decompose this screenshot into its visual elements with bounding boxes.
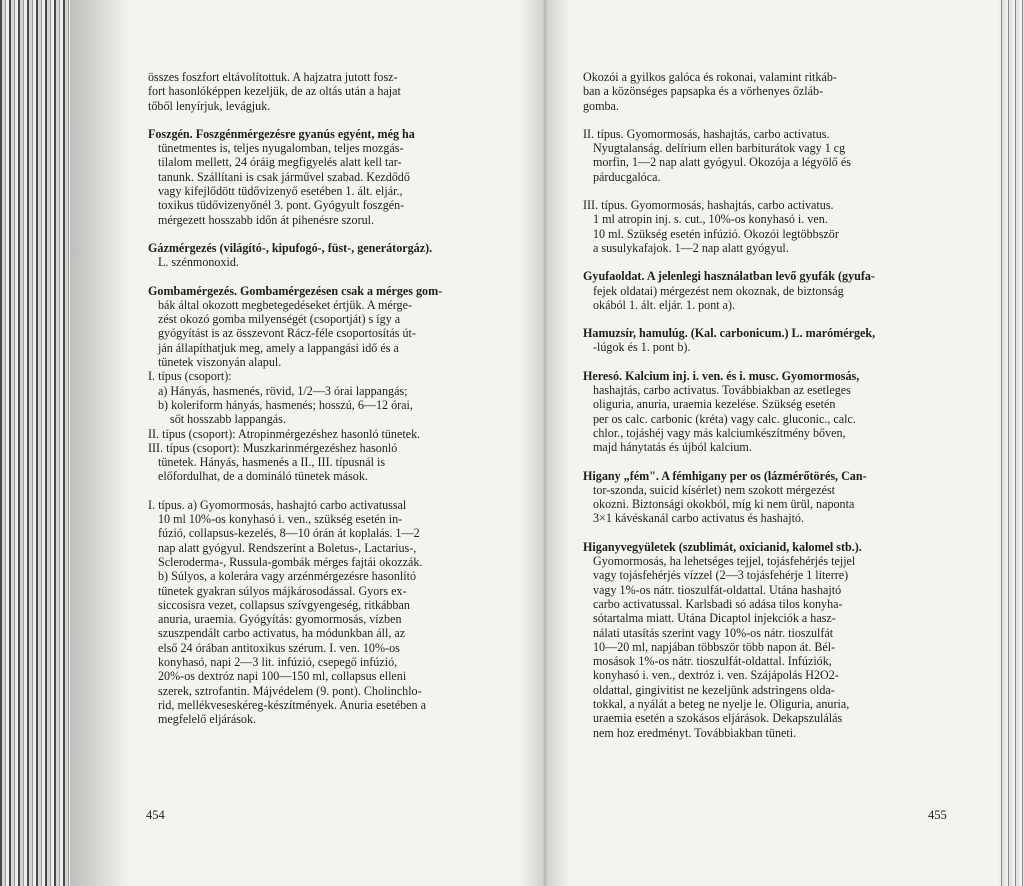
text-line: vagy tojásfehérjés vízzel (2—3 tojásfehérje 1 literre) xyxy=(593,568,849,583)
entry-foszfor-continued xyxy=(148,70,534,113)
left-page xyxy=(148,70,534,740)
text-line: okából 1. ált. eljár. 1. pont a). xyxy=(593,297,736,312)
headword-line: Higany „fém". A fémhigany per os (lázmérőtörés, Can- xyxy=(583,468,867,483)
type-heading: III. típus (csoport): Muszkarinmérgezéshez hasonló xyxy=(148,440,398,455)
text-line: mosások 1%-os nátr. tioszulfát-oldattal. Infúziók, xyxy=(593,654,832,669)
text-line: megfelelő eljárások. xyxy=(158,712,257,727)
text-line: tőből lenyírjuk, levágjuk. xyxy=(148,98,271,113)
text-line: morfin, 1—2 nap alatt gyógyul. Okozója a légyölő és xyxy=(593,155,851,170)
text-line: tünetek. Hányás, hasmenés a II., III. típusnál is xyxy=(158,455,386,470)
text-line: nap alatt gyógyul. Rendszerint a Boletus-, Lactarius-, xyxy=(158,540,417,555)
book-binding-left xyxy=(0,0,70,886)
book-binding-right xyxy=(998,0,1024,886)
text-line: fúzió, collapsus-kezelés, 8—10 órán át koplalás. 1—2 xyxy=(158,526,420,541)
text-line: ban a közönséges papsapka és a vörhenyes őzláb- xyxy=(583,84,824,99)
text-line: fejek oldatai) mérgezést nem okoznak, de biztonság xyxy=(593,283,844,298)
type-heading: III. típus. Gyomormosás, hashajtás, carbo activatus. xyxy=(583,198,834,213)
entry-gombamergezes xyxy=(148,284,534,484)
text-line: oldattal, gingivitist ne kezeljünk adstringens olda- xyxy=(593,682,835,697)
text-line: tünetek gyakran súlyos májkárosodással. Gyors ex- xyxy=(158,583,407,598)
text-line: 10—20 ml, napjában többször több napon át. Bél- xyxy=(593,639,836,654)
text-line: Gyomormosás, ha lehetséges tejjel, tojásfehérjés tejjel xyxy=(593,554,856,569)
text-line: chlor., tojáshéj vagy más kalciumkészítmény bőven, xyxy=(593,425,846,440)
page-number-right: 455 xyxy=(928,808,947,822)
entry-gomba-tipus-1 xyxy=(148,498,534,727)
headword-line: Gyufaoldat. A jelenlegi használatban levő gyufák (gyufa- xyxy=(583,269,875,284)
text-line: konyhasó, napi 2—3 lit. infúzió, csepegő infúzió, xyxy=(158,654,398,669)
type-heading: I. típus. a) Gyomormosás, hashajtó carbo activatussal xyxy=(148,497,407,512)
text-line: oliguria, anuria, uraemia kezelése. Szükség esetén xyxy=(593,397,836,412)
text-line: per os calc. carbonic (kréta) vagy calc. gluconic., calc. xyxy=(593,411,856,426)
headword-line: Hamuzsír, hamulúg. (Kal. carbonicum.) L. marómérgek, xyxy=(583,326,876,341)
text-line: L. szénmonoxid. xyxy=(158,255,239,270)
entry-higanyvegyuletek xyxy=(583,540,978,740)
text-line: tokkal, a nyálát a beteg ne nyelje le. Oliguria, anuria, xyxy=(593,696,850,711)
entry-gomba-okozoi xyxy=(583,70,978,113)
text-line: konyhasó i. ven., dextróz i. ven. Szájápolás H2O2- xyxy=(593,668,839,683)
text-line: okozni. Biztonsági okokból, míg ki nem ürül, naponta xyxy=(593,497,855,512)
text-line: 3×1 kávéskanál carbo activatus és hashajtó. xyxy=(593,511,804,526)
text-line: sótartalma miatt. Utána Dicaptol injekciók a hasz- xyxy=(593,611,836,626)
text-line: b) Súlyos, a kolerára vagy arzénmérgezésre hasonlító xyxy=(158,569,417,584)
text-line: nem hoz eredményt. Továbbiakban tüneti. xyxy=(593,725,797,740)
text-line: tünetek viszonyán alapul. xyxy=(158,355,282,370)
type-heading: I. típus (csoport): xyxy=(148,369,232,384)
text-line: gyógyítást is az összevont Rácz-féle csoportosítás út- xyxy=(158,326,416,341)
text-line: ján állapíthatjuk meg, amely a lappangási idő és a xyxy=(158,340,399,355)
text-line: rid, mellékveseskéreg-készítmények. Anuria esetében a xyxy=(158,697,426,712)
text-line: tilalom mellett, 24 óráig megfigyelés alatt kell tar- xyxy=(158,155,402,170)
text-line: Okozói a gyilkos galóca és rokonai, valamint ritkáb- xyxy=(583,70,837,84)
entry-gomba-tipus-3 xyxy=(583,198,978,255)
text-line: -lúgok és 1. pont b). xyxy=(593,340,691,355)
entry-foszgen xyxy=(148,127,534,227)
text-line: szerek, sztrofantin. Májvédelem (9. pont). Cholinchlo- xyxy=(158,683,422,698)
text-line: gomba. xyxy=(583,98,619,113)
text-line: Nyugtalanság. delírium ellen barbiturátok vagy 1 cg xyxy=(593,141,846,156)
text-line: összes foszfort eltávolítottuk. A hajzatra jutott fosz- xyxy=(148,70,398,84)
type-heading: II. típus. Gyomormosás, hashajtás, carbo activatus. xyxy=(583,126,830,141)
text-line: tor-szonda, suicid kísérlet) nem szokott mérgezést xyxy=(593,482,836,497)
text-line: sőt hosszabb lappangás. xyxy=(170,412,286,427)
text-line: toxikus tüdővizenyőnél 3. pont. Gyógyult foszgén- xyxy=(158,198,405,213)
headword-line: Heresó. Kalcium inj. i. ven. és i. musc. Gyomormosás, xyxy=(583,368,860,383)
text-line: tünetmentes is, teljes nyugalomban, teljes mozgás- xyxy=(158,141,404,156)
text-line: majd hánytatás és újból kalcium. xyxy=(593,440,752,455)
text-line: előfordulhat, de a domináló tünetek mások. xyxy=(158,469,368,484)
entry-hereso xyxy=(583,369,978,455)
text-line: 10 ml. Szükség esetén infúzió. Okozói legtöbbször xyxy=(593,226,839,241)
text-line: mérgezett hosszabb időn át pihenésre szorul. xyxy=(158,212,375,227)
headword-line: Higanyvegyületek (szublimát, oxicianid, kalomel stb.). xyxy=(583,539,862,554)
text-line: vagy 1%-os nátr. tioszulfát-oldattal. Utána hashajtó xyxy=(593,582,842,597)
headword-line: Gombamérgezés. Gombamérgezésen csak a mérges gom- xyxy=(148,283,443,298)
text-line: első 24 órában antitoxikus szérum. I. ven. 10%-os xyxy=(158,640,400,655)
right-page xyxy=(583,70,978,754)
text-line: párducgalóca. xyxy=(593,169,661,184)
headword-line: Foszgén. Foszgénmérgezésre gyanús egyént, még ha xyxy=(148,126,415,141)
text-line: fort hasonlóképpen kezeljük, de az oltás után a hajat xyxy=(148,84,401,99)
entry-hamuzsir xyxy=(583,326,978,355)
text-line: a) Hányás, hasmenés, rövid, 1/2—3 órai lappangás; xyxy=(158,383,408,398)
entry-gazmergezes xyxy=(148,241,534,270)
text-line: uraemia esetén a szokásos eljárások. Dekapszulálás xyxy=(593,711,843,726)
text-line: a susulykafajok. 1—2 nap alatt gyógyul. xyxy=(593,240,789,255)
text-line: b) koleriform hányás, hasmenés; hosszú, 6—12 órai, xyxy=(158,397,413,412)
text-line: szuszpendált carbo activatus, ha módunkban áll, az xyxy=(158,626,406,641)
text-line: carbo activatussal. Karlsbadi só adása tilos konyha- xyxy=(593,596,843,611)
text-line: bák által okozott megbetegedéseket értjük. A mérge- xyxy=(158,297,412,312)
text-line: 10 ml 10%-os konyhasó i. ven., szükség esetén in- xyxy=(158,512,403,527)
text-line: zést okozó gomba milyenségét (csoportját) s így a xyxy=(158,312,401,327)
text-line: 20%-os dextróz napi 100—150 ml, collapsus elleni xyxy=(158,669,407,684)
entry-gyufaoldat xyxy=(583,269,978,312)
page-number-left: 454 xyxy=(146,808,165,822)
text-line: siccosisra vezet, collapsus szívgyengeség, ritkábban xyxy=(158,597,410,612)
entry-gomba-tipus-2 xyxy=(583,127,978,184)
text-line: tanunk. Szállítani is csak járművel szabad. Kezdődő xyxy=(158,169,410,184)
text-line: hashajtás, carbo activatus. Továbbiakban az esetleges xyxy=(593,383,851,398)
text-line: anuria, uraemia. Gyógyítás: gyomormosás, vízben xyxy=(158,612,402,627)
headword-line: Gázmérgezés (világító-, kipufogó-, füst-, generátorgáz). xyxy=(148,240,433,255)
entry-higany-fem xyxy=(583,469,978,526)
type-heading: II. típus (csoport): Atropinmérgezéshez hasonló tünetek. xyxy=(148,426,421,441)
text-line: vagy kifejlődött tüdővizenyő esetében 1. ált. eljár., xyxy=(158,184,403,199)
text-line: 1 ml atropin inj. s. cut., 10%-os konyhasó i. ven. xyxy=(593,212,828,227)
page-shadow-left xyxy=(70,0,130,886)
text-line: Scleroderma-, Russula-gombák mérges fajtái okozzák. xyxy=(158,554,423,569)
text-line: nálati utasítás szerint vagy 10%-os nátr. tioszulfát xyxy=(593,625,834,640)
